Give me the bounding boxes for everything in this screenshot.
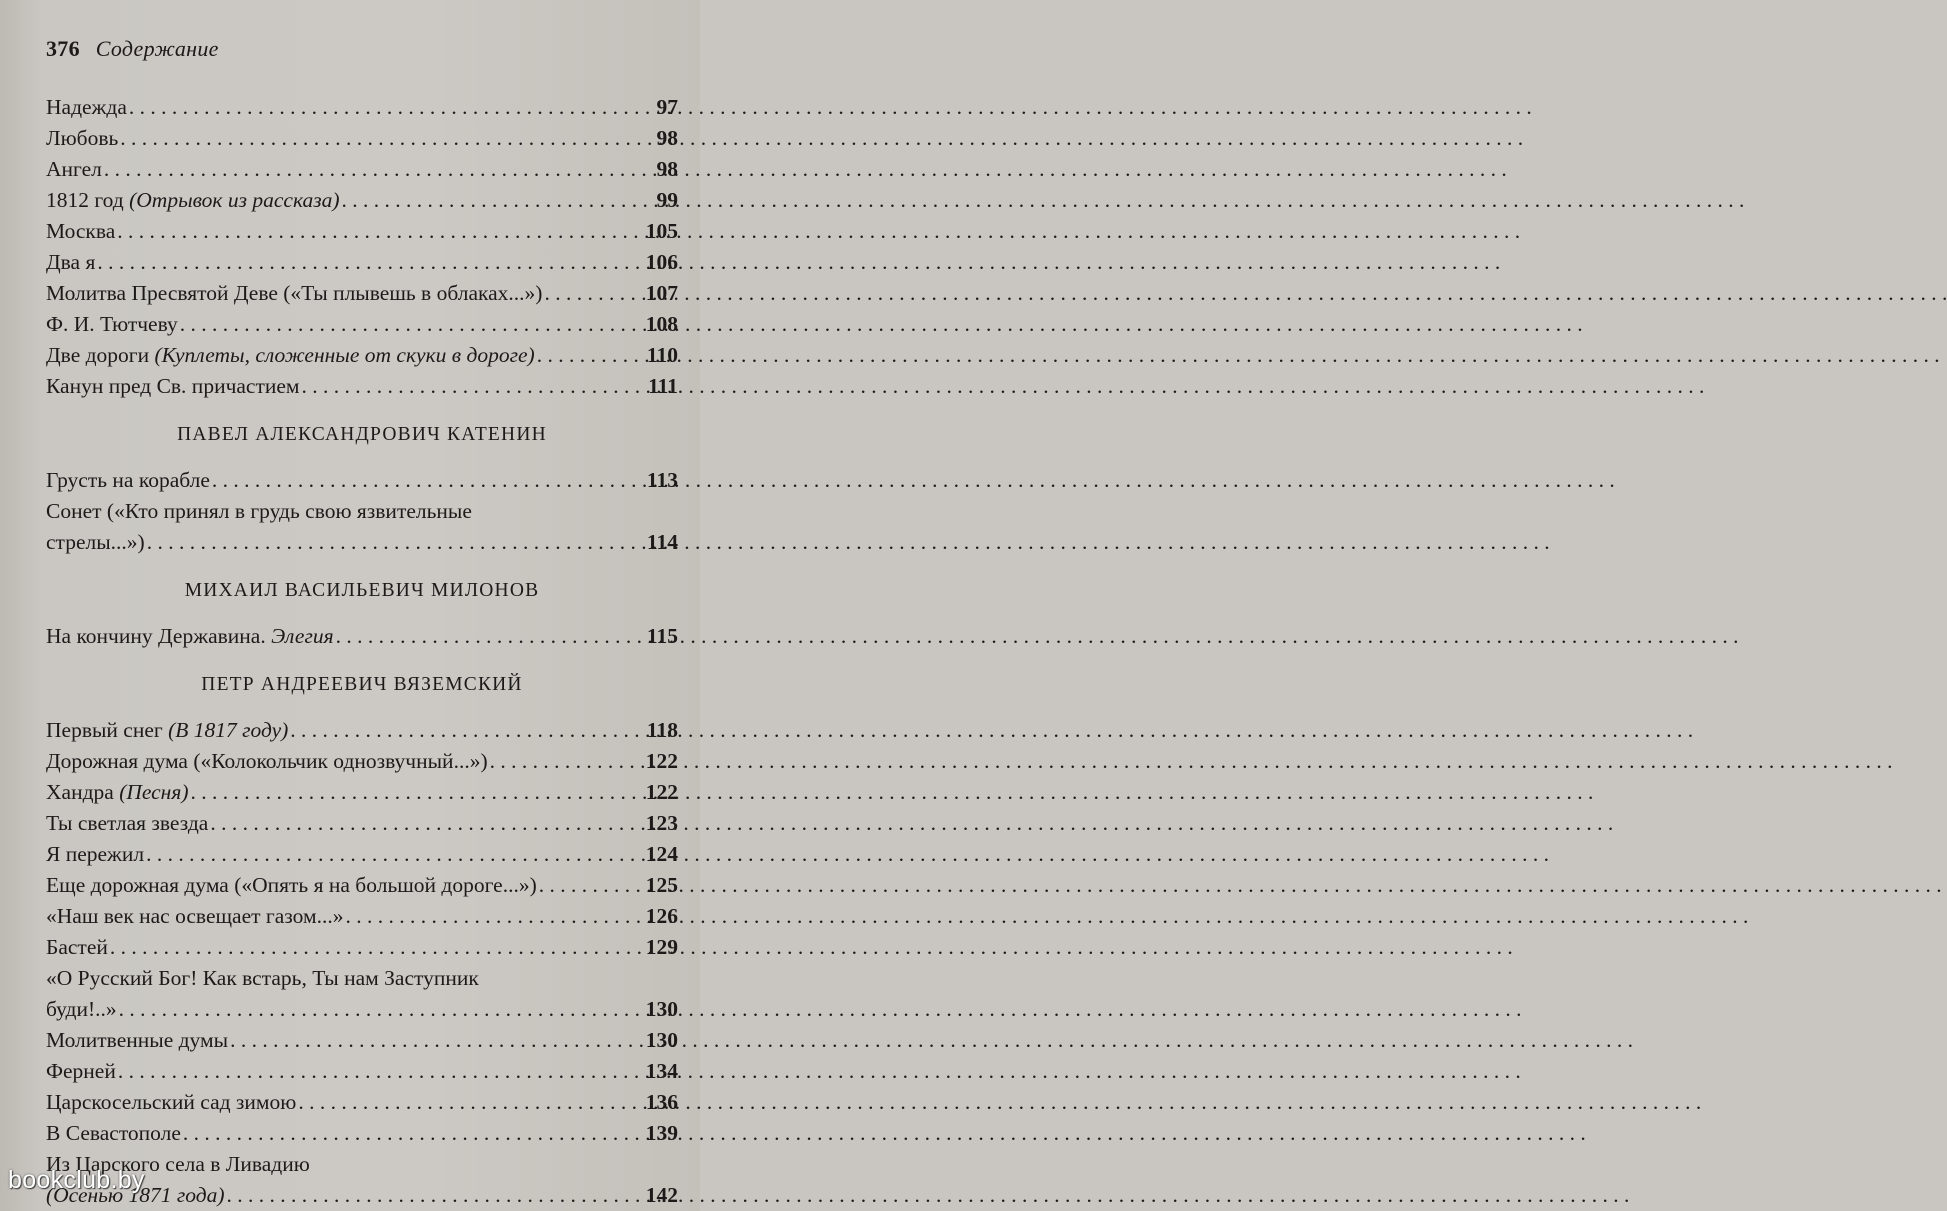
- dot-leader: [227, 1180, 644, 1211]
- entry-title: Грусть на корабле: [46, 468, 210, 492]
- entry-subtitle: (Песня): [119, 780, 189, 804]
- entry-page: 114: [646, 530, 678, 554]
- running-title: Содержание: [95, 36, 219, 61]
- entry-title-main: На кончину Державина.: [46, 624, 272, 648]
- entry-title-main: Первый снег: [46, 718, 169, 742]
- entry-page: 106: [645, 250, 678, 274]
- page-number: 376: [46, 36, 80, 61]
- entry-title-main: Хандра: [46, 780, 120, 804]
- entry-title: [46, 621, 334, 652]
- toc-entry: [46, 154, 678, 185]
- author-heading: МИХАИЛ ВАСИЛЬЕВИЧ МИЛОНОВ: [184, 580, 540, 601]
- toc-entry: [46, 1025, 678, 1056]
- entry-subtitle: (Осенью 1871 года): [46, 1183, 225, 1207]
- entry-title: [46, 715, 288, 746]
- toc-entry: [46, 340, 678, 371]
- entry-title-line: Сонет («Кто принял в грудь свою язвительные: [46, 499, 472, 523]
- entry-title: Два я: [46, 250, 96, 274]
- running-head: [46, 36, 219, 62]
- entry-page: 130: [645, 997, 678, 1021]
- toc-entry: [46, 870, 678, 901]
- entry-subtitle: (В 1817 году): [168, 718, 289, 742]
- dot-leader: [110, 932, 644, 963]
- entry-title: стрелы...»): [46, 530, 145, 554]
- spacer: [46, 448, 678, 465]
- dot-leader: [129, 92, 655, 123]
- entry-page: 113: [646, 468, 678, 492]
- dot-leader: [302, 371, 647, 402]
- entry-title: буди!..»: [46, 997, 117, 1021]
- book-page: [0, 0, 700, 1211]
- toc-entry: [46, 1056, 678, 1087]
- dot-leader: [146, 839, 644, 870]
- entry-title: Молитвенные думы: [46, 1028, 229, 1052]
- entry-title: [46, 777, 189, 808]
- dot-leader: [191, 777, 644, 808]
- entry-title-main: Две дороги: [46, 343, 155, 367]
- dot-leader: [97, 247, 643, 278]
- toc-entry: [46, 839, 678, 870]
- entry-page: 134: [645, 1059, 678, 1083]
- entry-page: 98: [656, 126, 678, 150]
- entry-title: [46, 185, 340, 216]
- toc-entry: [46, 621, 678, 652]
- entry-title: Ферней: [46, 1059, 116, 1083]
- entry-title-line: Из Царского села в Ливадию: [46, 1152, 310, 1176]
- dot-leader: [230, 1025, 644, 1056]
- entry-title: Надежда: [46, 95, 127, 119]
- toc-entry: [46, 777, 678, 808]
- entry-subtitle: Элегия: [271, 624, 334, 648]
- entry-page: 122: [645, 749, 678, 773]
- toc-entry: [46, 1087, 678, 1118]
- toc-entry: [46, 994, 678, 1025]
- entry-title-line: «О Русский Бог! Как встарь, Ты нам Заступник: [46, 966, 479, 990]
- spacer: [46, 558, 678, 577]
- toc-entry: [46, 185, 678, 216]
- entry-page: 142: [645, 1183, 678, 1207]
- dot-leader: [118, 1056, 644, 1087]
- dot-leader: [290, 715, 645, 746]
- dot-leader: [147, 527, 645, 558]
- entry-title: Канун пред Св. причастием: [46, 374, 300, 398]
- entry-page: 129: [645, 935, 678, 959]
- entry-title: Ф. И. Тютчеву: [46, 312, 178, 336]
- entry-page: 124: [645, 842, 678, 866]
- dot-leader: [336, 621, 645, 652]
- dot-leader: [180, 309, 644, 340]
- entry-title: Ты светлая звезда: [46, 811, 209, 835]
- toc-entry: [46, 92, 678, 123]
- dot-leader: [120, 123, 654, 154]
- entry-page: 97: [656, 95, 678, 119]
- entry-page: 130: [645, 1028, 678, 1052]
- entry-page: 99: [656, 188, 678, 212]
- toc-entry: [46, 247, 678, 278]
- toc-entry: [46, 932, 678, 963]
- entry-title: Ангел: [46, 157, 102, 181]
- entry-page: 125: [645, 873, 678, 897]
- entry-title: Царскосельский сад зимою: [46, 1090, 297, 1114]
- entry-title: Я пережил: [46, 842, 145, 866]
- toc-entry: [46, 746, 678, 777]
- entry-title: Еще дорожная дума («Опять я на большой дороге...»): [46, 873, 537, 897]
- dot-leader: [544, 278, 643, 309]
- entry-title: Любовь: [46, 126, 119, 150]
- entry-page: 110: [646, 343, 678, 367]
- entry-page: 115: [646, 624, 678, 648]
- dot-leader: [539, 870, 644, 901]
- dot-leader: [104, 154, 655, 185]
- entry-title: Дорожная дума («Колокольчик однозвучный...»): [46, 749, 488, 773]
- author-heading: ПАВЕЛ АЛЕКСАНДРОВИЧ КАТЕНИН: [177, 424, 547, 445]
- dot-leader: [298, 1087, 643, 1118]
- entry-title-main: 1812 год: [46, 188, 130, 212]
- dot-leader: [183, 1118, 644, 1149]
- dot-leader: [212, 465, 645, 496]
- entry-page: 108: [645, 312, 678, 336]
- entry-page: 136: [645, 1090, 678, 1114]
- entry-subtitle: (Отрывок из рассказа): [129, 188, 340, 212]
- toc-entry: [46, 808, 678, 839]
- dot-leader: [345, 901, 643, 932]
- toc-entry: [46, 309, 678, 340]
- toc-entry: [46, 715, 678, 746]
- entry-title: [46, 340, 535, 371]
- entry-page: 105: [645, 219, 678, 243]
- entry-title: Москва: [46, 219, 116, 243]
- entry-subtitle: (Куплеты, сложенные от скуки в дороге): [154, 343, 535, 367]
- author-heading: ПЕТР АНДРЕЕВИЧ ВЯЗЕМСКИЙ: [201, 674, 523, 695]
- toc-entry: [46, 527, 678, 558]
- entry-page: 107: [645, 281, 678, 305]
- dot-leader: [342, 185, 655, 216]
- dot-leader: [490, 746, 644, 777]
- toc-entry: [46, 216, 678, 247]
- entry-title: Молитва Пресвятой Деве («Ты плывешь в облаках...»): [46, 281, 543, 305]
- dot-leader: [117, 216, 643, 247]
- toc-entry: [46, 278, 678, 309]
- entry-page: 111: [648, 374, 678, 398]
- spacer: [46, 698, 678, 715]
- entry-title: Бастей: [46, 935, 108, 959]
- table-of-contents: [46, 92, 678, 1211]
- spacer: [46, 604, 678, 621]
- entry-title: В Севастополе: [46, 1121, 181, 1145]
- entry-page: 139: [645, 1121, 678, 1145]
- toc-entry: [46, 371, 678, 402]
- entry-title: «Наш век нас освещает газом...»: [46, 904, 344, 928]
- dot-leader: [537, 340, 645, 371]
- entry-page: 98: [656, 157, 678, 181]
- entry-page: 118: [646, 718, 678, 742]
- spacer: [46, 402, 678, 421]
- site-watermark: bookclub.by: [8, 1166, 145, 1194]
- entry-page: 122: [645, 780, 678, 804]
- entry-page: 126: [645, 904, 678, 928]
- entry-page: 123: [645, 811, 678, 835]
- spacer: [46, 652, 678, 671]
- toc-entry: [46, 123, 678, 154]
- toc-entry: [46, 465, 678, 496]
- dot-leader: [210, 808, 643, 839]
- dot-leader: [119, 994, 644, 1025]
- toc-entry: [46, 1118, 678, 1149]
- toc-entry: [46, 901, 678, 932]
